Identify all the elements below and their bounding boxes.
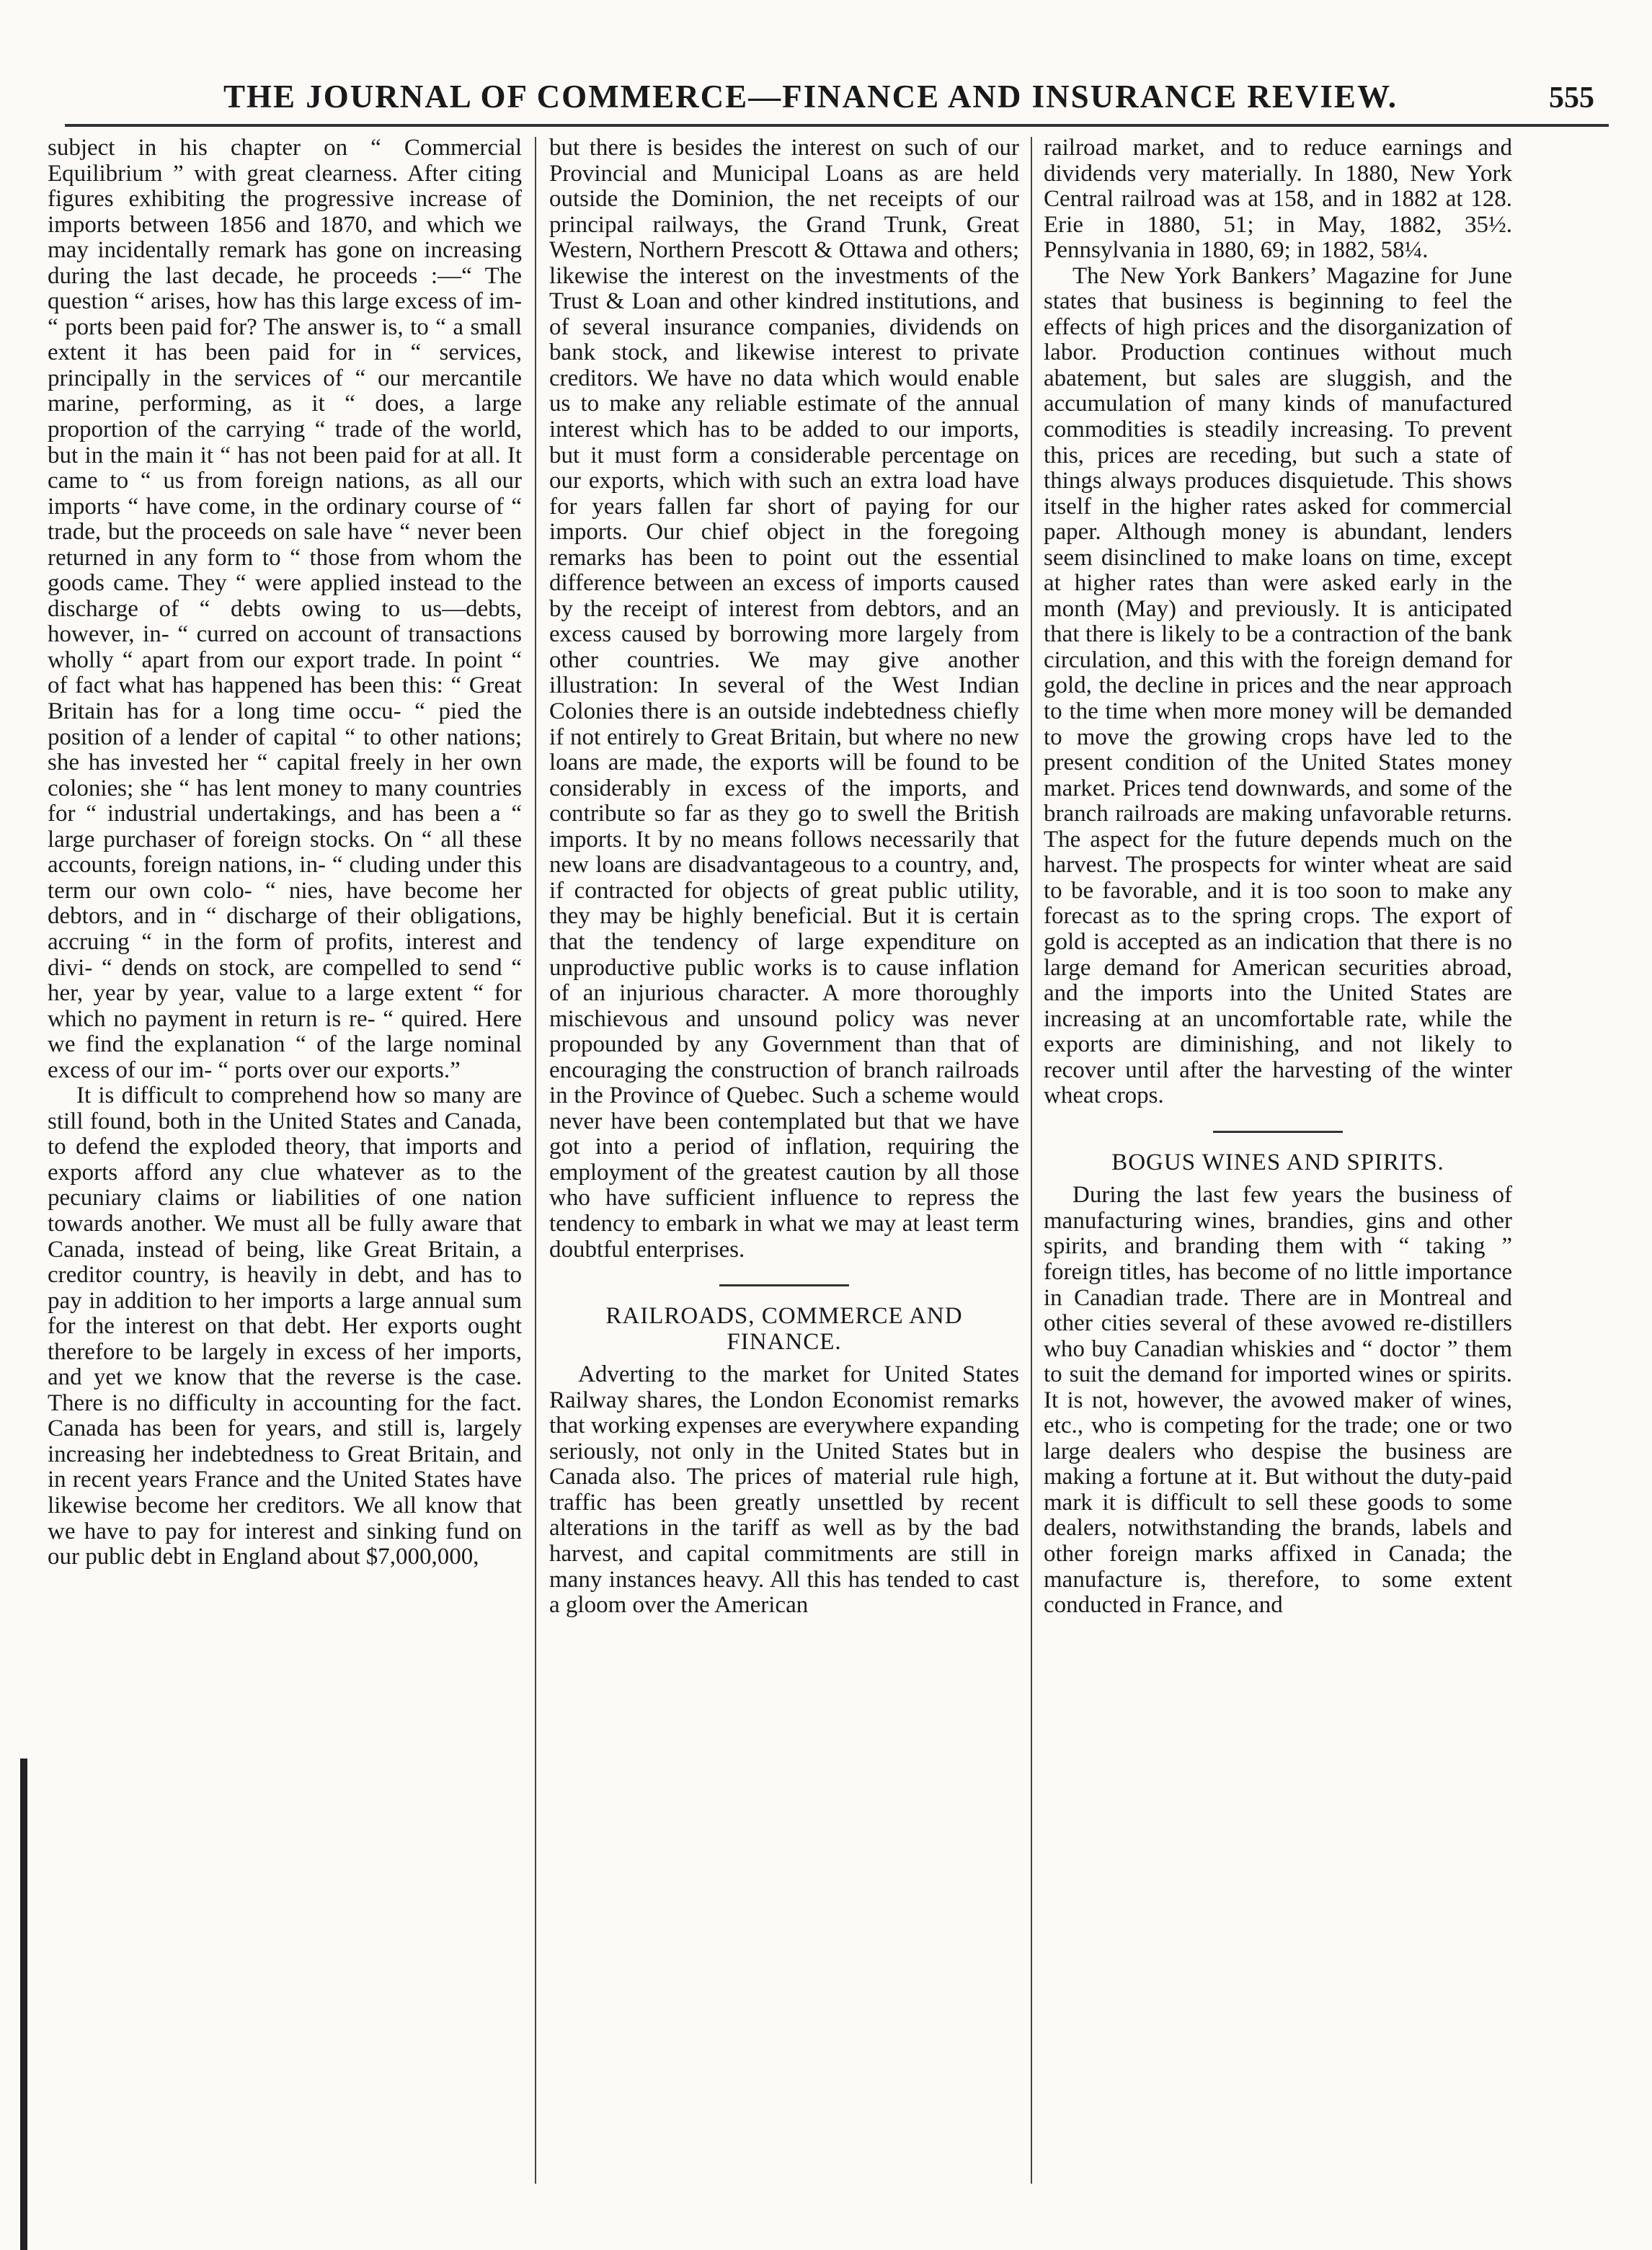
- col3-paragraph-2: The New York Bankers’ Magazine for June states that business is beginning to feel the effects of high prices and the disorganization of labor. Production continues without much abatement, but sales are sluggish, and the accumulation of many kinds of manufactured commodities is steadily increasing. To prevent this, prices are receding, but such a state of things always produces disquietude. This shows itself in the higher rates asked for commercial paper. Although money is abundant, lenders seem disinclined to make loans on time, except at higher rates than were asked early in the month (May) and previously. It is anticipated that there is likely to be a contraction of the bank circulation, and this with the foreign demand for gold, the decline in prices and the near approach to the time when more money will be demanded to move the growing crops have led to the present condition of the United States money market. Prices tend downwards, and some of the branch railroads are making unfavorable returns. The aspect for the future depends much on the harvest. The prospects for winter wheat are said to be favorable, and it is too soon to make any forecast as to the spring crops. The export of gold is accepted as an indication that there is no large demand for American securities abroad, and the imports into the United States are increasing at an uncomfortable rate, while the exports are diminishing, and not likely to recover until after the harvesting of the winter wheat crops.: [1044, 262, 1512, 1109]
- col3-paragraph-1: railroad market, and to reduce earnings and dividends very materially. In 1880, New York Central railroad was at 158, and in 1882 at 128. Erie in 1880, 51; in May, 1882, 35½. Pennsylvania in 1880, 69; in 1882, 58¼.: [1044, 135, 1512, 264]
- column-3: [1044, 135, 1512, 2211]
- column-divider-1: [535, 137, 536, 2184]
- col3-paragraph-3: During the last few years the business of manufacturing wines, brandies, gins and other spirits, and branding them with “ taking ” foreign titles, has become of no little importance in Canadian trade. There are in Montreal and other cities several of these avowed re-distillers who buy Canadian whiskies and “ doctor ” them to suit the demand for imported wines or spirits. It is not, however, the avowed maker of wines, etc., who is competing for the trade; one or two large dealers who despise the business are making a fortune at it. But without the duty-paid mark it is difficult to sell these goods to some dealers, notwithstanding the brands, labels and other foreign marks affixed in Canada; the manufacture is, therefore, to some extent conducted in France, and: [1044, 1182, 1512, 1619]
- col1-paragraph-2: It is difficult to comprehend how so many are still found, both in the United States and Canada, to defend the exploded theory, that imports and exports afford any clue whatever as to the pecuniary claims or liabilities of one nation towards another. We must all be fully aware that Canada, instead of being, like Great Britain, a creditor country, is heavily in debt, and has to pay in addition to her imports a large annual sum for the interest on that debt. Her exports ought therefore to be largely in excess of her imports, and yet we know that the reverse is the case. There is no difficulty in accounting for the fact. Canada has been for years, and still is, largely increasing her indebtedness to Great Britain, and in recent years France and the United States have likewise become her creditors. We all know that we have to pay for interest and sinking fund on our public debt in England about $7,000,000,: [48, 1082, 522, 1570]
- col2-paragraph-1: but there is besides the interest on such of our Provincial and Municipal Loans as are held outside the Dominion, the net receipts of our principal railways, the Grand Trunk, Great Western, Northern Prescott & Ottawa and others; likewise the interest on the investments of the Trust & Loan and other kindred institutions, and of several insurance companies, dividends on bank stock, and likewise interest to private creditors. We have no data which would enable us to make any reliable estimate of the annual interest which has to be added to our imports, but it must form a considerable percentage on our exports, which with such an extra load have for years fallen far short of paying for our imports. Our chief object in the foregoing remarks has been to point out the essential difference between an excess of imports caused by the receipt of interest from debtors, and an excess caused by borrowing more largely from other countries. We may give another illustration: In several of the West Indian Colonies there is an outside indebtedness chiefly if not entirely to Great Britain, but where no new loans are made, the exports will be found to be considerably in excess of the imports, and contribute so far as they go to swell the British imports. It by no means follows necessarily that new loans are disadvantageous to a country, and, if contracted for objects of great public utility, they may be highly beneficial. But it is certain that the tendency of large expenditure on unproductive public works is to cause inflation of an injurious character. A more thoroughly mischievous and unsound policy was never propounded by any Government than that of encouraging the construction of branch railroads in the Province of Quebec. Such a scheme would never have been contemplated but that we have got into a period of inflation, requiring the employment of the greatest caution by all those who have sufficient influence to repress the tendency to embark in what we may at least term doubtful enterprises.: [549, 135, 1019, 1263]
- col2-paragraph-2: Adverting to the market for United States Railway shares, the London Economist remarks that working expenses are everywhere expanding seriously, not only in the United States but in Canada also. The prices of material rule high, traffic has been greatly unsettled by recent alterations in the tariff as well as by the bad harvest, and capital commitments are still in many instances heavy. All this has tended to cast a gloom over the American: [549, 1361, 1019, 1619]
- column-1: [48, 135, 522, 2211]
- column-divider-2: [1031, 137, 1032, 2184]
- header-rule: [65, 124, 1609, 127]
- col1-paragraph-1: subject in his chapter on “ Commercial Equilibrium ” with great clearness. After citing figures exhibiting the progressive increase of imports between 1856 and 1870, and which we may incidentally remark has gone on increasing during the last decade, he proceeds :—“ The question “ arises, how has this large excess of im- “ ports been paid for? The answer is, to “ a small extent it has been paid for in “ services, principally in the services of “ our mercantile marine, performing, as it “ does, a large proportion of the carrying “ trade of the world, but in the main it “ has not been paid for at all. It came to “ us from foreign nations, as all our imports “ have come, in the ordinary course of “ trade, but the proceeds on sale have “ never been returned in any form to “ those from whom the goods came. They “ were applied instead to the discharge of “ debts owing to us—debts, however, in- “ curred on account of transactions wholly “ apart from our export trade. In point “ of fact what has happened has been this: “ Great Britain has for a long time occu- “ pied the position of a lender of capital “ to other nations; she has invested her “ capital freely in her own colonies; she “ has lent money to many countries for “ industrial undertakings, and has been a “ large purchaser of foreign stocks. On “ all these accounts, foreign nations, in- “ cluding under this term our own colo- “ nies, have become her debtors, and in “ discharge of their obligations, accruing “ in the form of profits, interest and divi- “ dends on stock, are compelled to send “ her, year by year, value to a large extent “ for which no payment in return is re- “ quired. Here we find the explanation “ of the large nominal excess of our im- “ ports over our exports.”: [48, 135, 522, 1083]
- section-title-railroads: RAILROADS, COMMERCE AND FINANCE.: [605, 1303, 963, 1355]
- column-2: [549, 135, 1019, 2211]
- section-rule: [1213, 1131, 1343, 1133]
- page-number: 555: [1549, 81, 1594, 115]
- page-header: [43, 78, 1609, 121]
- journal-title: THE JOURNAL OF COMMERCE—FINANCE AND INSURANCE REVIEW.: [223, 79, 1398, 115]
- binding-edge-shadow: [20, 1758, 27, 2250]
- section-title-bogus-wines: BOGUS WINES AND SPIRITS.: [1111, 1149, 1444, 1175]
- section-rule: [719, 1284, 849, 1286]
